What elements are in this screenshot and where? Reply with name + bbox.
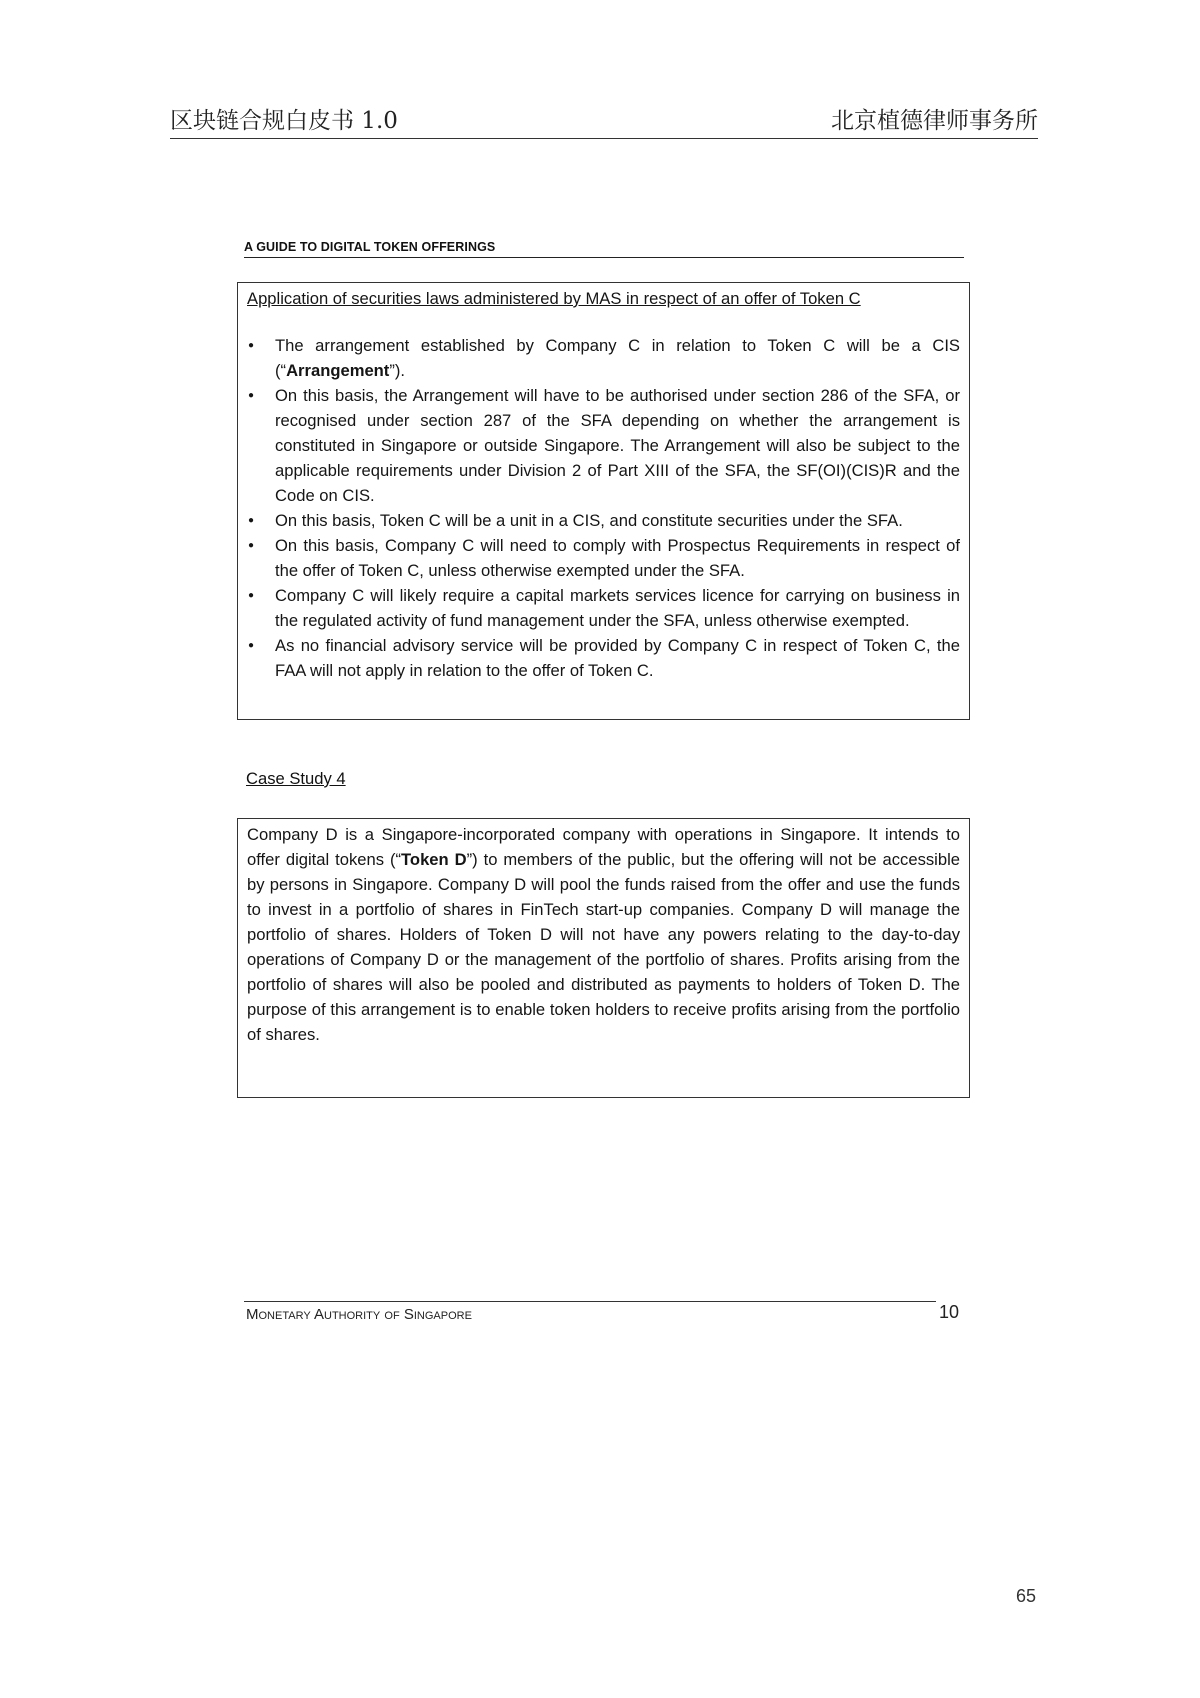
paragraph-text: Company D is a Singapore-incorporated company with operations in Singapore. It intends to offer digital tokens (“ bbox=[247, 825, 960, 869]
document-section-header bbox=[244, 236, 964, 258]
case-study-paragraph bbox=[247, 822, 960, 1047]
bullet-item: ● On this basis, Company C will need to comply with Prospectus Requirements in respect of the offer of Token C, unless otherwise exempted under the SFA. bbox=[247, 533, 960, 583]
bullet-item: ● On this basis, Token C will be a unit in a CIS, and constitute securities under the SFA. bbox=[247, 508, 960, 533]
page-number: 65 bbox=[1016, 1586, 1037, 1606]
section-header-text: A GUIDE TO DIGITAL TOKEN OFFERINGS bbox=[244, 240, 496, 254]
case-study-box bbox=[237, 818, 970, 1098]
paragraph-bold-term: Token D bbox=[401, 850, 467, 869]
footer-organization: Monetary Authority of Singapore bbox=[246, 1306, 472, 1323]
bullet-item: ● On this basis, the Arrangement will have to be authorised under section 286 of the SFA, or recognised under section 287 of the SFA depending on whether the arrangement is constituted in Singapore or outside Singapore. The Arrangement will also be subject to the applicable requirements under Division 2 of Part XIII of the SFA, the SF(OI)(CIS)R and the Code on CIS. bbox=[247, 383, 960, 508]
bullet-bold-term: Arrangement bbox=[286, 361, 390, 380]
page-header bbox=[170, 100, 1038, 139]
header-left-title: 区块链合规白皮书 1.0 bbox=[170, 108, 398, 134]
bullet-item bbox=[247, 333, 960, 383]
bullet-text: The arrangement established by Company C in relation to Token C will be a CIS (“ bbox=[275, 336, 960, 380]
footer-divider bbox=[244, 1301, 936, 1302]
footer-page-number: 10 bbox=[939, 1302, 960, 1322]
case-study-title: Case Study 4 bbox=[246, 769, 346, 788]
header-right-title: 北京植德律师事务所 bbox=[831, 108, 1038, 134]
securities-laws-box bbox=[237, 282, 970, 720]
paragraph-text: ”) to members of the public, but the offering will not be accessible by persons in Singapore. Company D will pool the funds raised from the offer and use the funds to invest in a portfolio of shares in FinTech start-up companies. Company D will manage the portfolio of shares. Holders of Token D will not have any powers relating to the day-to-day operations of Company D or the management of the portfolio of shares. Profits arising from the portfolio of shares will also be pooled and distributed as payments to holders of Token D. The purpose of this arrangement is to enable token holders to receive profits arising from the portfolio of shares. bbox=[247, 850, 960, 1044]
box-title: Application of securities laws administered by MAS in respect of an offer of Token C bbox=[247, 289, 861, 308]
bullet-list bbox=[247, 333, 960, 683]
bullet-text: ”). bbox=[389, 361, 406, 380]
bullet-item: ● As no financial advisory service will be provided by Company C in respect of Token C, the FAA will not apply in relation to the offer of Token C. bbox=[247, 633, 960, 683]
bullet-item: ● Company C will likely require a capital markets services licence for carrying on business in the regulated activity of fund management under the SFA, unless otherwise exempted. bbox=[247, 583, 960, 633]
